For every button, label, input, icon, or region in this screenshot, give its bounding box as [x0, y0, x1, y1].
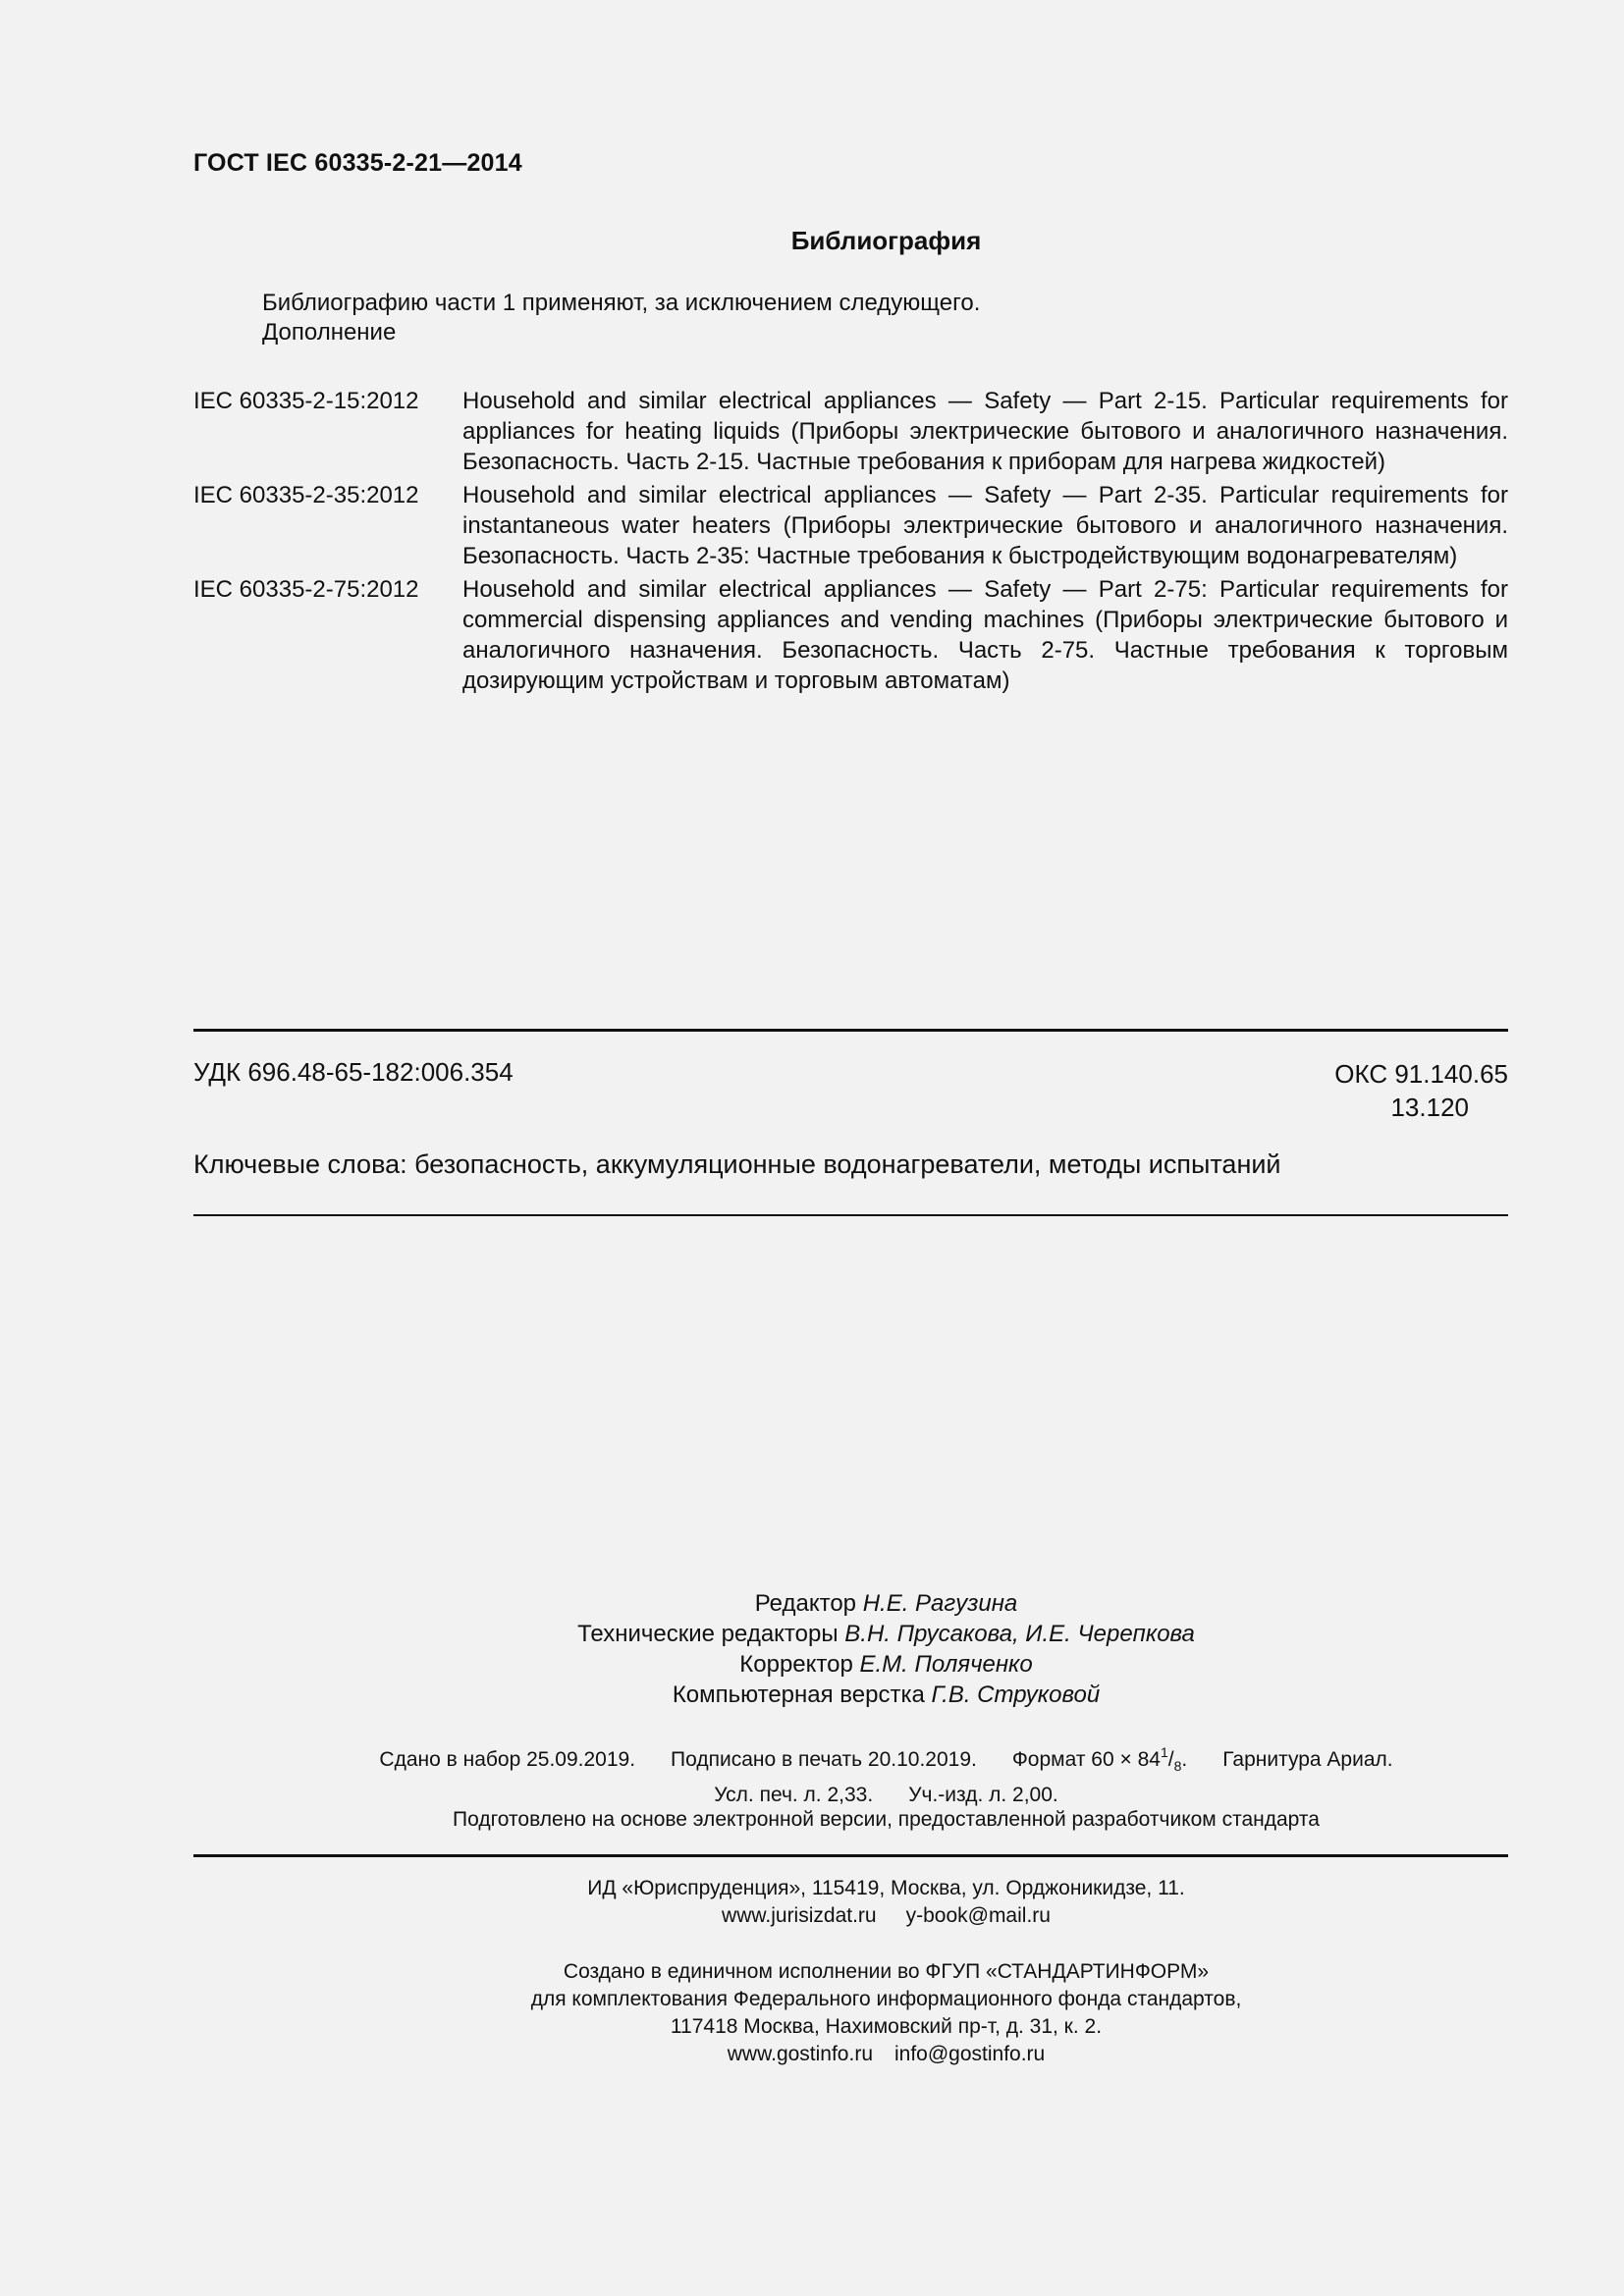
intro-text: Библиографию части 1 применяют, за исключением следующего. [262, 290, 981, 316]
corrector-name: Е.М. Поляченко [859, 1651, 1033, 1678]
oks-line-2: 13.120 [1390, 1093, 1469, 1122]
created-email[interactable]: info@gostinfo.ru [894, 2043, 1046, 2065]
editor-row: Редактор Н.Е. Рагузина [754, 1590, 1018, 1617]
layout-name: Г.В. Струковой [931, 1682, 1101, 1708]
created-contacts [264, 2041, 1508, 2068]
created-line-1: Создано в единичном исполнении во ФГУП «СТАНДАРТИНФОРМ» [563, 1960, 1210, 1983]
created-site[interactable]: www.gostinfo.ru [727, 2043, 873, 2065]
reference-code: IEC 60335-2-75:2012 [193, 576, 419, 603]
reference-text: Household and similar electrical appliances — Safety — Part 2-75: Particular requirements for commercial dispensing appliances and vending machines (Приборы электрические бытового и аналогичного назначения. Безопасность. Часть 2-75. Частные требования к торговым дозирующим устройствам и торговым автоматам) [462, 576, 1508, 694]
oks-code [1276, 1057, 1508, 1124]
publisher-contacts [264, 1902, 1508, 1930]
created-line-3: 117418 Москва, Нахимовский пр-т, д. 31, к. 2. [670, 2015, 1103, 2038]
divider-bottom [193, 1854, 1508, 1857]
publication-row-2 [264, 1781, 1508, 1809]
reference-item [193, 386, 1508, 477]
addition-label: Дополнение [262, 319, 397, 346]
keywords: Ключевые слова: безопасность, аккумуляционные водонагреватели, методы испытаний [193, 1149, 1281, 1179]
reference-code: IEC 60335-2-15:2012 [193, 388, 419, 414]
reference-item [193, 574, 1508, 696]
corrector-row: Корректор Е.М. Поляченко [739, 1651, 1033, 1678]
editor-name: Н.Е. Рагузина [862, 1590, 1018, 1617]
prepared-note: Подготовлено на основе электронной версии, предоставленной разработчиком стандарта [453, 1808, 1320, 1831]
tech-editors-names: В.Н. Прусакова, И.Е. Черепкова [844, 1621, 1195, 1647]
oks-line-1: ОКС 91.140.65 [1334, 1059, 1508, 1089]
signed-date: Подписано в печать 20.10.2019. [671, 1748, 977, 1771]
document-header: ГОСТ IEC 60335-2-21—2014 [193, 149, 522, 177]
publishing-sheets: Уч.-изд. л. 2,00. [908, 1784, 1058, 1806]
created-info [193, 1958, 1508, 2068]
submitted-date: Сдано в набор 25.09.2019. [379, 1748, 636, 1771]
reference-code: IEC 60335-2-35:2012 [193, 482, 419, 508]
created-line-2: для комплектования Федерального информационного фонда стандартов, [530, 1988, 1242, 2010]
publisher-email[interactable]: y-book@mail.ru [905, 1904, 1051, 1927]
typeface: Гарнитура Ариал. [1222, 1748, 1393, 1771]
divider-top [193, 1029, 1508, 1032]
reference-text: Household and similar electrical appliances — Safety — Part 2-35. Particular requirements for instantaneous water heaters (Приборы электрические бытового и аналогичного назначения. Безопасность. Часть 2-35: Частные требования к быстродействующим водонагревателям) [462, 482, 1508, 569]
publisher-info [193, 1875, 1508, 1930]
publication-row-1 [264, 1738, 1508, 1781]
print-sheets: Усл. печ. л. 2,33. [714, 1784, 874, 1806]
reference-item [193, 480, 1508, 571]
publisher-site[interactable]: www.jurisizdat.ru [722, 1904, 877, 1927]
format-info: Формат $60 \times 84^1/_8$. [1011, 1744, 1188, 1774]
credits-block [193, 1588, 1508, 1710]
bibliography-intro [262, 289, 980, 347]
udk-code: УДК 696.48-65-182:006.354 [193, 1057, 514, 1087]
reference-text: Household and similar electrical appliances — Safety — Part 2-15. Particular requirements for appliances for heating liquids (Приборы электрические бытового и аналогичного назначения. Безопасность. Часть 2-15. Частные требования к приборам для нагрева жидкостей) [462, 388, 1508, 475]
divider-middle [193, 1214, 1508, 1216]
reference-list [193, 386, 1508, 699]
publication-info [193, 1738, 1508, 1809]
bibliography-title: Библиография [790, 226, 982, 255]
layout-row: Компьютерная верстка Г.В. Струковой [672, 1682, 1101, 1708]
tech-editors-row: Технические редакторы В.Н. Прусакова, И.Е. Черепкова [577, 1621, 1195, 1647]
publisher-address: ИД «Юриспруденция», 115419, Москва, ул. Орджоникидзе, 11. [587, 1877, 1185, 1899]
